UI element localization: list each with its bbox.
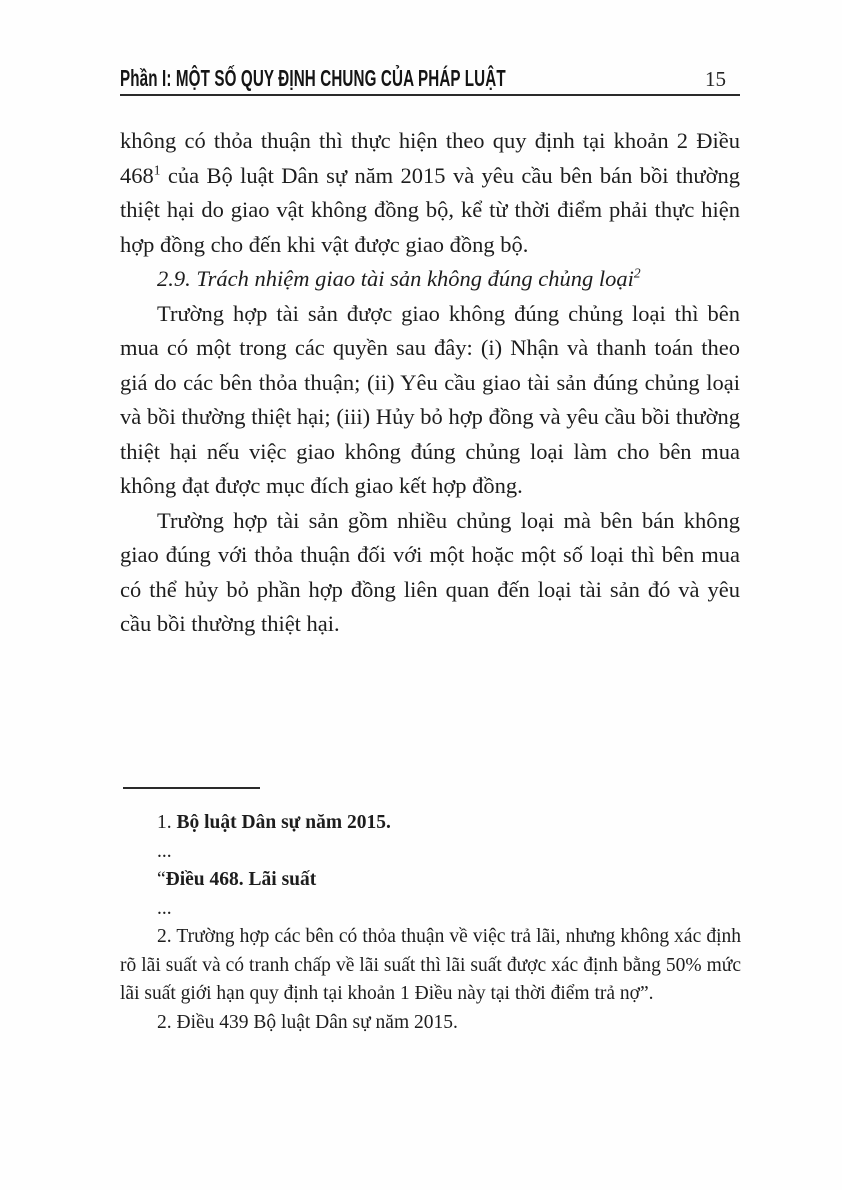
- paragraph-text: không có thỏa thuận thì thực hiện theo quy định tại khoản 2 Điều 468: [120, 128, 740, 188]
- footnote-ref-1: 1: [153, 162, 161, 177]
- page-body: [120, 124, 740, 642]
- footnote-ref-2: 2: [633, 265, 641, 281]
- footnote-1-number: 1.: [157, 812, 177, 833]
- footnote-ellipsis: ...: [157, 840, 172, 862]
- section-heading-text: 2.9. Trách nhiệm giao tài sản không đúng chủng loại: [157, 266, 634, 291]
- footnote-article-title: [120, 866, 741, 895]
- footnote-separator: [123, 787, 260, 789]
- paragraph: Trường hợp tài sản gồm nhiều chủng loại mà bên bán không giao đúng với thỏa thuận đối với một hoặc một số loại thì bên mua có thể hủy bỏ phần hợp đồng liên quan đến loại tài sản đó và yêu cầu bồi thường thiệt hại.: [120, 507, 740, 636]
- paragraph-text: của Bộ luật Dân sự năm 2015 và yêu cầu bên bán bồi thường thiệt hại do giao vật không đồng bộ, kể từ thời điểm phải thực hiện hợp đồng cho đến khi vật được giao đồng bộ.: [120, 162, 740, 257]
- footnote-1: [120, 809, 741, 838]
- footnote-1-source: Bộ luật Dân sự năm 2015.: [176, 812, 391, 833]
- paragraph: Trường hợp tài sản được giao không đúng chủng loại thì bên mua có một trong các quyền sau đây: (i) Nhận và thanh toán theo giá do các bên thỏa thuận; (ii) Yêu cầu giao tài sản đúng chủng loại và bồi thường thiệt hại; (iii) Hủy bỏ hợp đồng và yêu cầu bồi thường thiệt hại nếu việc giao không đúng chủng loại làm cho bên mua không đạt được mục đích giao kết hợp đồng.: [120, 300, 740, 498]
- page-number: 15: [705, 67, 726, 91]
- header-rule: [120, 94, 740, 96]
- footnote-article-title-text: Điều 468. Lãi suất: [165, 869, 317, 890]
- paragraph-continuation: [120, 124, 740, 262]
- running-header-title: Phần I: MỘT SỐ QUY ĐỊNH CHUNG CỦA PHÁP LUẬT: [120, 65, 506, 91]
- section-heading: [120, 262, 740, 297]
- running-header: [120, 54, 740, 92]
- footnote-clause: 2. Trường hợp các bên có thỏa thuận về việc trả lãi, nhưng không xác định rõ lãi suất và có tranh chấp về lãi suất thì lãi suất được xác định bằng 50% mức lãi suất giới hạn quy định tại khoản 1 Điều này tại thời điểm trả nợ”.: [120, 926, 741, 1004]
- opening-quote: “: [157, 869, 166, 890]
- footnote-2: 2. Điều 439 Bộ luật Dân sự năm 2015.: [157, 1011, 458, 1033]
- footnotes-section: [120, 809, 741, 1037]
- footnote-ellipsis: ...: [157, 897, 172, 919]
